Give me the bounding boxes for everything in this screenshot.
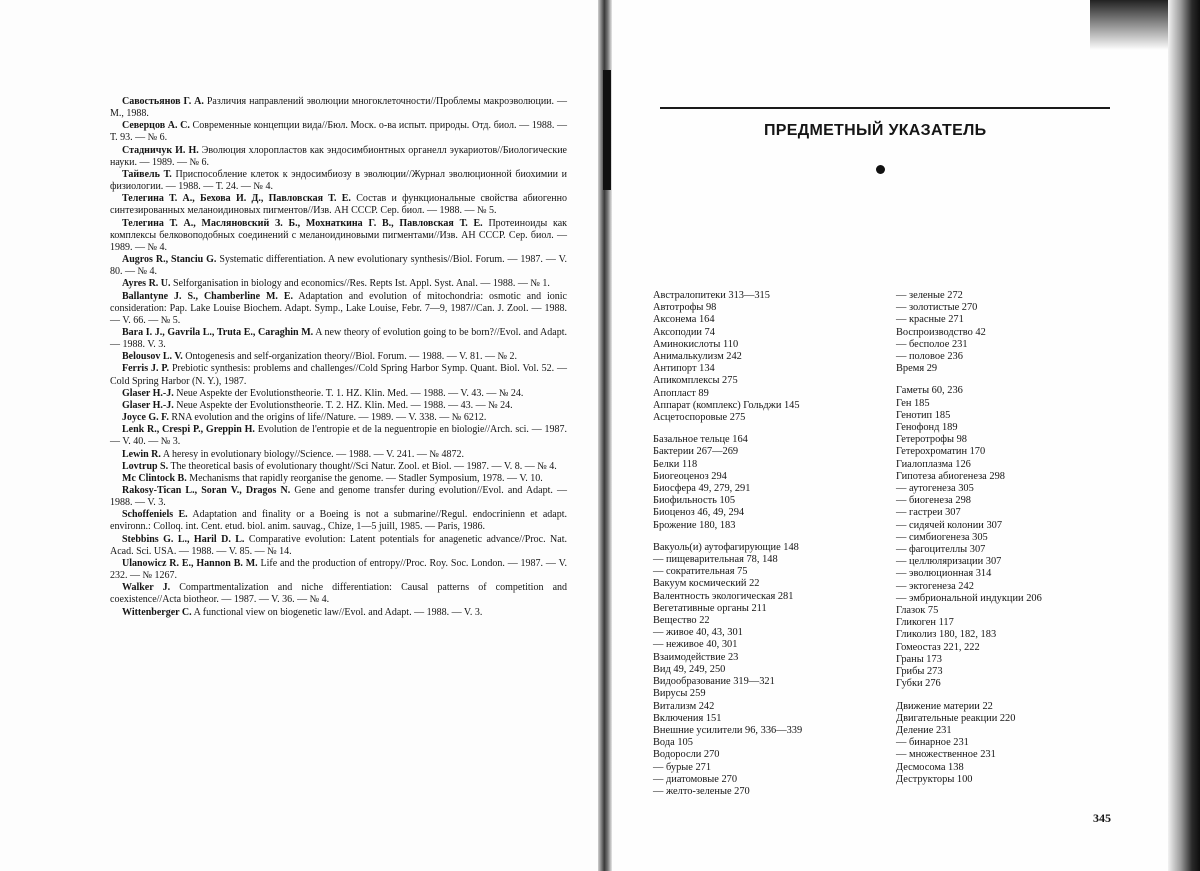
page-edge-shadow [1168, 0, 1200, 871]
index-entry: — эмбриональной индукции 206 [896, 592, 1042, 604]
index-entry: — сидячей колонии 307 [896, 519, 1003, 531]
bibliography-author: Joyce G. F. [122, 412, 169, 424]
bibliography-text: Adaptation and finality or a Boeing is not a submarine//Regul. endocrinienn et adapt. environn.: Colloq. int. Cent. etud. biol. anim. sauvag., Chize, 1—5 juill, 1985. — Paris, 1986. [110, 509, 567, 533]
index-entry: Биофильность 105 [653, 495, 736, 507]
index-entry: — целлюляризации 307 [896, 556, 1002, 568]
index-entry: Генотип 185 [896, 409, 951, 421]
index-entry: — биогенеза 298 [896, 495, 971, 507]
bibliography-text: Ontogenesis and self-organization theory//Biol. Forum. — 1988. — V. 81. — № 2. [182, 351, 518, 363]
index-entry: Анималькулизм 242 [653, 351, 742, 363]
bibliography-entry [110, 327, 567, 351]
index-group [896, 385, 1042, 690]
bibliography-text: Mechanisms that rapidly reorganise the genome. — Stadler Symposium, 1978. — V. 10. [186, 472, 543, 484]
index-group [653, 434, 802, 532]
bibliography-author: Glaser H.-J. [122, 387, 174, 399]
index-entry: — гастреи 307 [896, 507, 961, 519]
index-entry: — золотистые 270 [896, 302, 978, 314]
index-entry: Аксоподии 74 [653, 326, 715, 338]
bibliography-author: Савостьянов Г. А. [122, 96, 204, 107]
bibliography-text: Различия направлений эволюции многоклеточности//Проблемы макроэволюции. — М., 1988. [110, 96, 567, 120]
bibliography-author: Schoffeniels E. [122, 509, 188, 521]
bibliography-entry [110, 193, 567, 217]
bibliography-entry [110, 218, 567, 254]
bibliography-author: Walker J. [122, 582, 171, 594]
index-entry: — живое 40, 43, 301 [653, 627, 743, 639]
bibliography-text: Состав и функциональные свойства абиогенно синтезированных меланоидиновых пигментов//Изв. АН СССР. Сер. биол. — 1988. — № 5. [110, 193, 567, 217]
bibliography-entry [110, 534, 567, 558]
bibliography-text: Adaptation and evolution of mitochondria: osmotic and ionic consideration: Pap. Lake Louise Biochem. Adapt. Symp., Lake Louise, Febr. 7—9, 1987//Can. J. Zool. — 1988. — V. 66. — № 5. [110, 290, 567, 326]
index-entry: — пищеварительная 78, 148 [653, 554, 778, 566]
bibliography-text: A new theory of evolution going to be born?//Evol. and Adapt. — 1988. V. 3. [110, 326, 567, 351]
index-entry: Гипотеза абиогенеза 298 [896, 470, 1005, 482]
page-number: 345 [1093, 811, 1111, 825]
header-rule [660, 107, 1110, 109]
index-entry: Взаимодействие 23 [653, 651, 739, 663]
bibliography-author: Lovtrup S. [122, 460, 169, 472]
bibliography-entry [110, 509, 567, 533]
bibliography-text: Compartmentalization and niche differentiation: Causal patterns of competition and coexistence//Acta biotheor. — 1987. — V. 36. — № 4. [110, 582, 568, 606]
bibliography-entry [110, 351, 567, 363]
index-entry: Апопласт 89 [653, 387, 709, 399]
index-group [896, 701, 1042, 786]
bibliography-entry [110, 607, 567, 619]
index-entry: Витализм 242 [653, 700, 715, 712]
bibliography-text: Prebiotic synthesis: problems and challenges//Cold Spring Harbor Symp. Quant. Biol. Vol. 52. — Cold Spring Harbor (N. Y.), 1987. [110, 363, 567, 387]
bibliography-author: Ayres R. U. [122, 278, 171, 290]
bibliography-author: Bara I. J., Gavrila L., Truta E., Caraghin M. [122, 326, 314, 338]
index-entry: Базальное тельце 164 [653, 434, 748, 446]
index-entry: — сократительная 75 [653, 566, 748, 578]
bibliography-entry [110, 254, 567, 278]
bibliography-author: Augros R., Stanciu G. [122, 254, 217, 266]
index-entry: Валентность экологическая 281 [653, 590, 794, 602]
index-entry: Гиалоплазма 126 [896, 458, 971, 470]
bibliography-author: Rakosy-Tican L., Soran V., Dragos N. [122, 485, 291, 496]
gutter-shadow-mark [603, 70, 611, 190]
bibliography-text: Evolution de l'entropie et de la neguentropie en biologie//Arch. sci. — 1987. — V. 40. — № 3. [110, 424, 568, 448]
bibliography-author: Glaser H.-J. [122, 399, 174, 411]
index-entry: Гликолиз 180, 182, 183 [896, 629, 997, 641]
index-entry: Автотрофы 98 [653, 302, 717, 314]
bibliography-entry [110, 278, 567, 290]
index-title: ПРЕДМЕТНЫЙ УКАЗАТЕЛЬ [764, 122, 987, 139]
bibliography-text: A heresy in evolutionary biology//Science. — 1988. — V. 241. — № 4872. [160, 448, 464, 460]
index-entry: — симбиогенеза 305 [896, 531, 988, 543]
index-entry: Внешние усилители 96, 336—339 [653, 724, 803, 736]
bibliography-text: Эволюция хлоропластов как эндосимбионтных органелл эукариотов//Биологические науки. — 1989. — № 6. [110, 144, 567, 168]
index-entry: Десмосома 138 [896, 761, 964, 773]
index-entry: — эволюционная 314 [896, 568, 992, 580]
index-entry: Время 29 [896, 363, 938, 375]
bibliography-author: Stebbins G. L., Haril D. L. [122, 533, 245, 545]
index-entry: Брожение 180, 183 [653, 519, 736, 531]
index-entry: Деструкторы 100 [896, 773, 973, 785]
index-entry: Грибы 273 [896, 666, 943, 678]
bibliography-text: Comparative evolution: Latent potentials for anagenetic advance//Proc. Nat. Acad. Sci. USA. — 1988. — V. 85. — № 14. [110, 533, 567, 557]
index-entry: Вакуум космический 22 [653, 578, 760, 590]
index-entry: Асцетоспоровые 275 [653, 412, 746, 424]
index-entry: Гликоген 117 [896, 617, 954, 629]
bibliography-author: Mc Clintock B. [122, 472, 187, 484]
bibliography-text: Современные концепции вида//Бюл. Моск. о-ва испыт. природы. Отд. биол. — 1988. — Т. 93. — № 6. [110, 120, 567, 144]
bibliography-entry [110, 363, 567, 387]
bibliography-entry [110, 120, 567, 144]
bibliography-entry [110, 96, 567, 120]
index-entry: Австралопитеки 313—315 [653, 290, 770, 301]
bibliography-entry [110, 169, 567, 193]
index-entry: Гомеостаз 221, 222 [896, 641, 980, 653]
index-entry: Вещество 22 [653, 615, 710, 627]
bibliography-entry [110, 412, 567, 424]
index-entry: Генофонд 189 [896, 422, 958, 434]
index-entry: Гетерохроматин 170 [896, 446, 986, 458]
bibliography-entry [110, 485, 567, 509]
bibliography-entry [110, 582, 567, 606]
index-entry: — бесполое 231 [896, 338, 968, 350]
index-entry: Водоросли 270 [653, 749, 720, 761]
bibliography-author: Belousov L. V. [122, 351, 183, 363]
bibliography-entry [110, 388, 567, 400]
bibliography-entry [110, 449, 567, 461]
index-entry: Воспроизводство 42 [896, 326, 986, 338]
bibliography-author: Телегина Т. А., Бехова И. Д., Павловская Т. Е. [122, 193, 351, 205]
index-entry: Аксонема 164 [653, 314, 715, 326]
bibliography-entry [110, 291, 567, 327]
index-entry: Двигательные реакции 220 [896, 712, 1016, 724]
index-entry: Антипорт 134 [653, 363, 715, 375]
index-entry: Биосфера 49, 279, 291 [653, 483, 751, 495]
bibliography-entry [110, 400, 567, 412]
index-entry: Вегетативные органы 211 [653, 602, 767, 614]
index-entry: — неживое 40, 301 [653, 639, 738, 651]
bibliography-entry [110, 558, 567, 582]
index-entry: Биогеоценоз 294 [653, 470, 727, 482]
index-entry: Движение материи 22 [896, 700, 993, 712]
bibliography-text: Протеиноиды как комплексы белковоподобных соединений с меланоидиновыми пигментами//Изв. АН СССР. Сер. биол. — 1989. — № 4. [110, 217, 567, 253]
index-entry: Деление 231 [896, 724, 952, 736]
ornament-bullet [876, 165, 885, 174]
bibliography-author: Телегина Т. А., Масляновский З. Б., Мохнаткина Г. В., Павловская Т. Е. [122, 217, 483, 229]
index-entry: Ген 185 [896, 397, 930, 409]
bibliography-text: Life and the production of entropy//Proc. Roy. Soc. London. — 1987. — V. 232. — № 1267. [110, 557, 567, 582]
index-entry: — аутогенеза 305 [896, 483, 974, 495]
index-entry: — фагоцителлы 307 [896, 544, 986, 556]
index-column-left [653, 290, 802, 808]
index-entry: — эктогенеза 242 [896, 580, 974, 592]
index-column-right [896, 290, 1042, 796]
bibliography-author: Тайвель Т. [122, 168, 172, 180]
index-entry: — красные 271 [896, 314, 964, 326]
bibliography-author: Ferris J. P. [122, 363, 170, 375]
bibliography-entry [110, 424, 567, 448]
bibliography-author: Ballantyne J. S., Chamberline M. E. [122, 290, 293, 302]
bibliography-entry [110, 461, 567, 473]
index-entry: Апикомплексы 275 [653, 375, 738, 387]
index-entry: Глазок 75 [896, 605, 939, 617]
index-entry: Аминокислоты 110 [653, 338, 739, 350]
bibliography-text: Selforganisation in biology and economics//Res. Repts Ist. Appl. Syst. Anal. — 1988. — № 1. [170, 278, 550, 290]
bibliography-author: Северцов А. С. [122, 120, 190, 132]
index-entry: Граны 173 [896, 653, 942, 665]
bibliography-text: Neue Aspekte der Evolutionstheorie. T. 2. HZ. Klin. Med. — 1988. — 43. — № 24. [173, 399, 513, 411]
bibliography-author: Lewin R. [122, 448, 161, 460]
index-entry: — половое 236 [896, 351, 963, 363]
index-group [653, 542, 802, 798]
index-entry: — бинарное 231 [896, 737, 969, 749]
bibliography-text: A functional view on biogenetic law//Evol. and Adapt. — 1988. — V. 3. [191, 606, 483, 618]
bibliography-text: The theoretical basis of evolutionary thought//Sci Natur. Zool. et Biol. — 1987. — V. 8. — № 4. [168, 460, 557, 472]
index-entry: — желто-зеленые 270 [653, 785, 750, 797]
bibliography-list [110, 96, 567, 619]
bibliography-author: Wittenberger C. [122, 606, 192, 618]
bibliography-text: Gene and genome transfer during evolution//Evol. and Adapt. — 1988. — V. 3. [110, 485, 567, 509]
index-entry: — диатомовые 270 [653, 773, 738, 785]
bibliography-text: Приспособление клеток к эндосимбиозу в эволюции//Журнал эволюционной биохимии и физиологии. — 1988. — Т. 24. — № 4. [110, 168, 567, 193]
bibliography-text: Neue Aspekte der Evolutionstheorie. T. 1. HZ. Klin. Med. — 1988. — V. 43. — № 24. [173, 387, 524, 399]
bibliography-author: Lenk R., Crespi P., Greppin H. [122, 424, 255, 436]
index-entry: Биоценоз 46, 49, 294 [653, 507, 745, 519]
index-group [653, 290, 802, 424]
index-entry: — бурые 271 [653, 761, 712, 773]
index-entry: — множественное 231 [896, 749, 996, 761]
bibliography-author: Стадничук И. Н. [122, 144, 199, 156]
index-entry: Губки 276 [896, 678, 941, 690]
index-entry: Гаметы 60, 236 [896, 385, 963, 397]
index-entry: Вирусы 259 [653, 688, 706, 700]
index-entry: Вид 49, 249, 250 [653, 663, 726, 675]
index-entry: Включения 151 [653, 712, 722, 724]
index-entry: Аппарат (комплекс) Гольджи 145 [653, 399, 800, 411]
index-entry: — зеленые 272 [896, 290, 963, 301]
bibliography-entry [110, 473, 567, 485]
index-entry: Вакуоль(и) аутофагирующие 148 [653, 541, 799, 553]
index-entry: Гетеротрофы 98 [896, 434, 967, 446]
index-group [896, 290, 1042, 375]
bibliography-text: RNA evolution and the origins of life//Nature. — 1989. — V. 338. — № 6212. [168, 412, 487, 424]
index-entry: Вода 105 [653, 737, 693, 749]
bibliography-author: Ulanowicz R. E., Hannon B. M. [122, 557, 258, 569]
bibliography-entry [110, 145, 567, 169]
index-entry: Белки 118 [653, 458, 698, 470]
index-entry: Видообразование 319—321 [653, 676, 775, 688]
index-entry: Бактерии 267—269 [653, 446, 739, 458]
bibliography-text: Systematic differentiation. A new evolutionary synthesis//Biol. Forum. — 1987. — V. 80. — № 4. [110, 254, 568, 278]
